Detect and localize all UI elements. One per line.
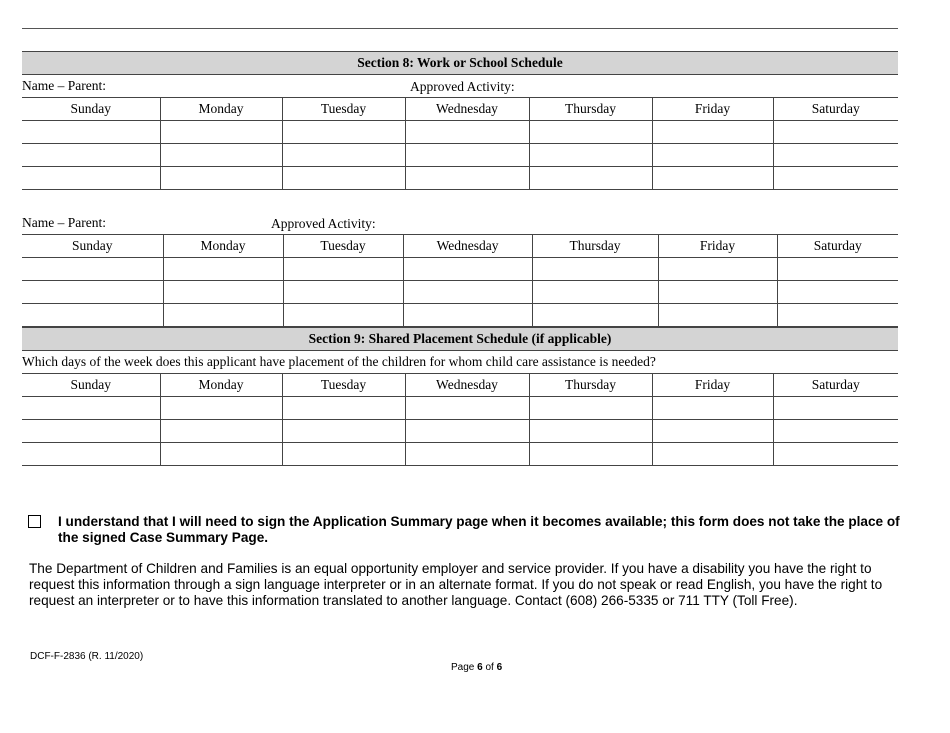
schedule-cell[interactable]: [532, 281, 658, 304]
schedule-cell[interactable]: [529, 420, 652, 443]
day-header-friday: Friday: [658, 235, 777, 258]
day-header-thursday: Thursday: [529, 98, 652, 121]
schedule-cell[interactable]: [22, 167, 160, 190]
schedule-cell[interactable]: [529, 121, 652, 144]
schedule-cell[interactable]: [282, 121, 405, 144]
schedule-cell[interactable]: [658, 281, 777, 304]
equal-opportunity-statement: The Department of Children and Families is an equal opportunity employer and service provider. If you have a disability you have the right to request this information through a sign language interpreter or in an alternate format. If you do not speak or read English, you have the right to request an interpreter or to have this information translated to another language. Contact (608) 266-5335 or 711 TTY (Toll Free).: [29, 561, 883, 608]
schedule-row: [22, 281, 898, 304]
schedule-cell[interactable]: [22, 144, 160, 167]
day-header-saturday: Saturday: [773, 374, 898, 397]
schedule-cell[interactable]: [405, 144, 529, 167]
schedule-cell[interactable]: [405, 420, 529, 443]
day-header-tuesday: Tuesday: [282, 374, 405, 397]
schedule-cell[interactable]: [282, 144, 405, 167]
schedule-cell[interactable]: [22, 121, 160, 144]
schedule-row: [22, 121, 898, 144]
acknowledgement-checkbox[interactable]: [28, 515, 41, 528]
schedule-cell[interactable]: [282, 443, 405, 466]
schedule-cell[interactable]: [405, 397, 529, 420]
page-number: Page 6 of 6: [451, 662, 503, 673]
schedule-cell[interactable]: [532, 304, 658, 327]
schedule-cell[interactable]: [773, 144, 898, 167]
approved-activity-label: Approved Activity:: [403, 212, 898, 235]
schedule-cell[interactable]: [22, 397, 160, 420]
day-header-wednesday: Wednesday: [405, 98, 529, 121]
section8-title: Section 8: Work or School Schedule: [22, 52, 898, 75]
schedule-cell[interactable]: [403, 304, 532, 327]
schedule-row: [22, 144, 898, 167]
schedule-cell[interactable]: [773, 443, 898, 466]
schedule-cell[interactable]: [405, 443, 529, 466]
day-header-wednesday: Wednesday: [403, 235, 532, 258]
schedule-row: [22, 304, 898, 327]
schedule-cell[interactable]: [529, 144, 652, 167]
placement-question: Which days of the week does this applicant have placement of the children for whom child care assistance is needed?: [22, 351, 898, 374]
schedule-cell[interactable]: [22, 304, 163, 327]
schedule-row: [22, 167, 898, 190]
schedule-cell[interactable]: [652, 420, 773, 443]
schedule-cell[interactable]: [282, 397, 405, 420]
top-divider: [22, 28, 898, 29]
schedule-cell[interactable]: [658, 304, 777, 327]
schedule-cell[interactable]: [160, 144, 282, 167]
schedule-cell[interactable]: [163, 304, 283, 327]
day-header-saturday: Saturday: [773, 98, 898, 121]
schedule-cell[interactable]: [160, 420, 282, 443]
schedule-cell[interactable]: [529, 167, 652, 190]
schedule-cell[interactable]: [160, 167, 282, 190]
acknowledgement: [28, 514, 900, 546]
schedule-row: [22, 258, 898, 281]
parent-name-label: Name – Parent:: [22, 212, 403, 235]
schedule-cell[interactable]: [163, 281, 283, 304]
day-header-monday: Monday: [160, 98, 282, 121]
approved-activity-label: Approved Activity:: [405, 75, 898, 98]
schedule-cell[interactable]: [777, 304, 898, 327]
day-header-friday: Friday: [652, 98, 773, 121]
acknowledgement-text: I understand that I will need to sign the Application Summary page when it becomes available; this form does not take the place of the signed Case Summary Page.: [58, 514, 900, 545]
schedule-cell[interactable]: [403, 258, 532, 281]
schedule-cell[interactable]: [529, 397, 652, 420]
schedule-cell[interactable]: [163, 258, 283, 281]
parent-name-label: Name – Parent:: [22, 75, 405, 98]
schedule-cell[interactable]: [777, 258, 898, 281]
schedule-cell[interactable]: [652, 167, 773, 190]
schedule-cell[interactable]: [652, 144, 773, 167]
schedule-cell[interactable]: [777, 281, 898, 304]
day-header-sunday: Sunday: [22, 235, 163, 258]
schedule-cell[interactable]: [652, 397, 773, 420]
schedule-cell[interactable]: [283, 281, 403, 304]
schedule-cell[interactable]: [403, 281, 532, 304]
section9-schedule-table: [22, 327, 898, 466]
day-header-saturday: Saturday: [777, 235, 898, 258]
schedule-cell[interactable]: [282, 167, 405, 190]
schedule-cell[interactable]: [658, 258, 777, 281]
schedule-cell[interactable]: [773, 420, 898, 443]
day-header-friday: Friday: [652, 374, 773, 397]
schedule-cell[interactable]: [160, 397, 282, 420]
schedule-cell[interactable]: [773, 167, 898, 190]
schedule-cell[interactable]: [283, 304, 403, 327]
schedule-row: [22, 420, 898, 443]
schedule-cell[interactable]: [282, 420, 405, 443]
day-header-tuesday: Tuesday: [282, 98, 405, 121]
schedule-cell[interactable]: [405, 121, 529, 144]
schedule-cell[interactable]: [283, 258, 403, 281]
schedule-row: [22, 443, 898, 466]
schedule-cell[interactable]: [160, 121, 282, 144]
day-header-thursday: Thursday: [532, 235, 658, 258]
schedule-cell[interactable]: [22, 258, 163, 281]
schedule-cell[interactable]: [652, 443, 773, 466]
day-header-wednesday: Wednesday: [405, 374, 529, 397]
day-header-thursday: Thursday: [529, 374, 652, 397]
section8-schedule-table-2: [22, 212, 898, 327]
schedule-cell[interactable]: [773, 121, 898, 144]
section9-title: Section 9: Shared Placement Schedule (if applicable): [22, 328, 898, 351]
day-header-sunday: Sunday: [22, 98, 160, 121]
day-header-sunday: Sunday: [22, 374, 160, 397]
schedule-cell[interactable]: [22, 420, 160, 443]
schedule-cell[interactable]: [532, 258, 658, 281]
schedule-cell[interactable]: [652, 121, 773, 144]
day-header-monday: Monday: [163, 235, 283, 258]
day-header-monday: Monday: [160, 374, 282, 397]
schedule-cell[interactable]: [529, 443, 652, 466]
schedule-cell[interactable]: [773, 397, 898, 420]
schedule-cell[interactable]: [22, 443, 160, 466]
schedule-cell[interactable]: [160, 443, 282, 466]
form-number: DCF-F-2836 (R. 11/2020): [30, 651, 144, 662]
section8-schedule-table-1: [22, 51, 898, 190]
day-header-tuesday: Tuesday: [283, 235, 403, 258]
schedule-row: [22, 397, 898, 420]
schedule-cell[interactable]: [22, 281, 163, 304]
schedule-cell[interactable]: [405, 167, 529, 190]
